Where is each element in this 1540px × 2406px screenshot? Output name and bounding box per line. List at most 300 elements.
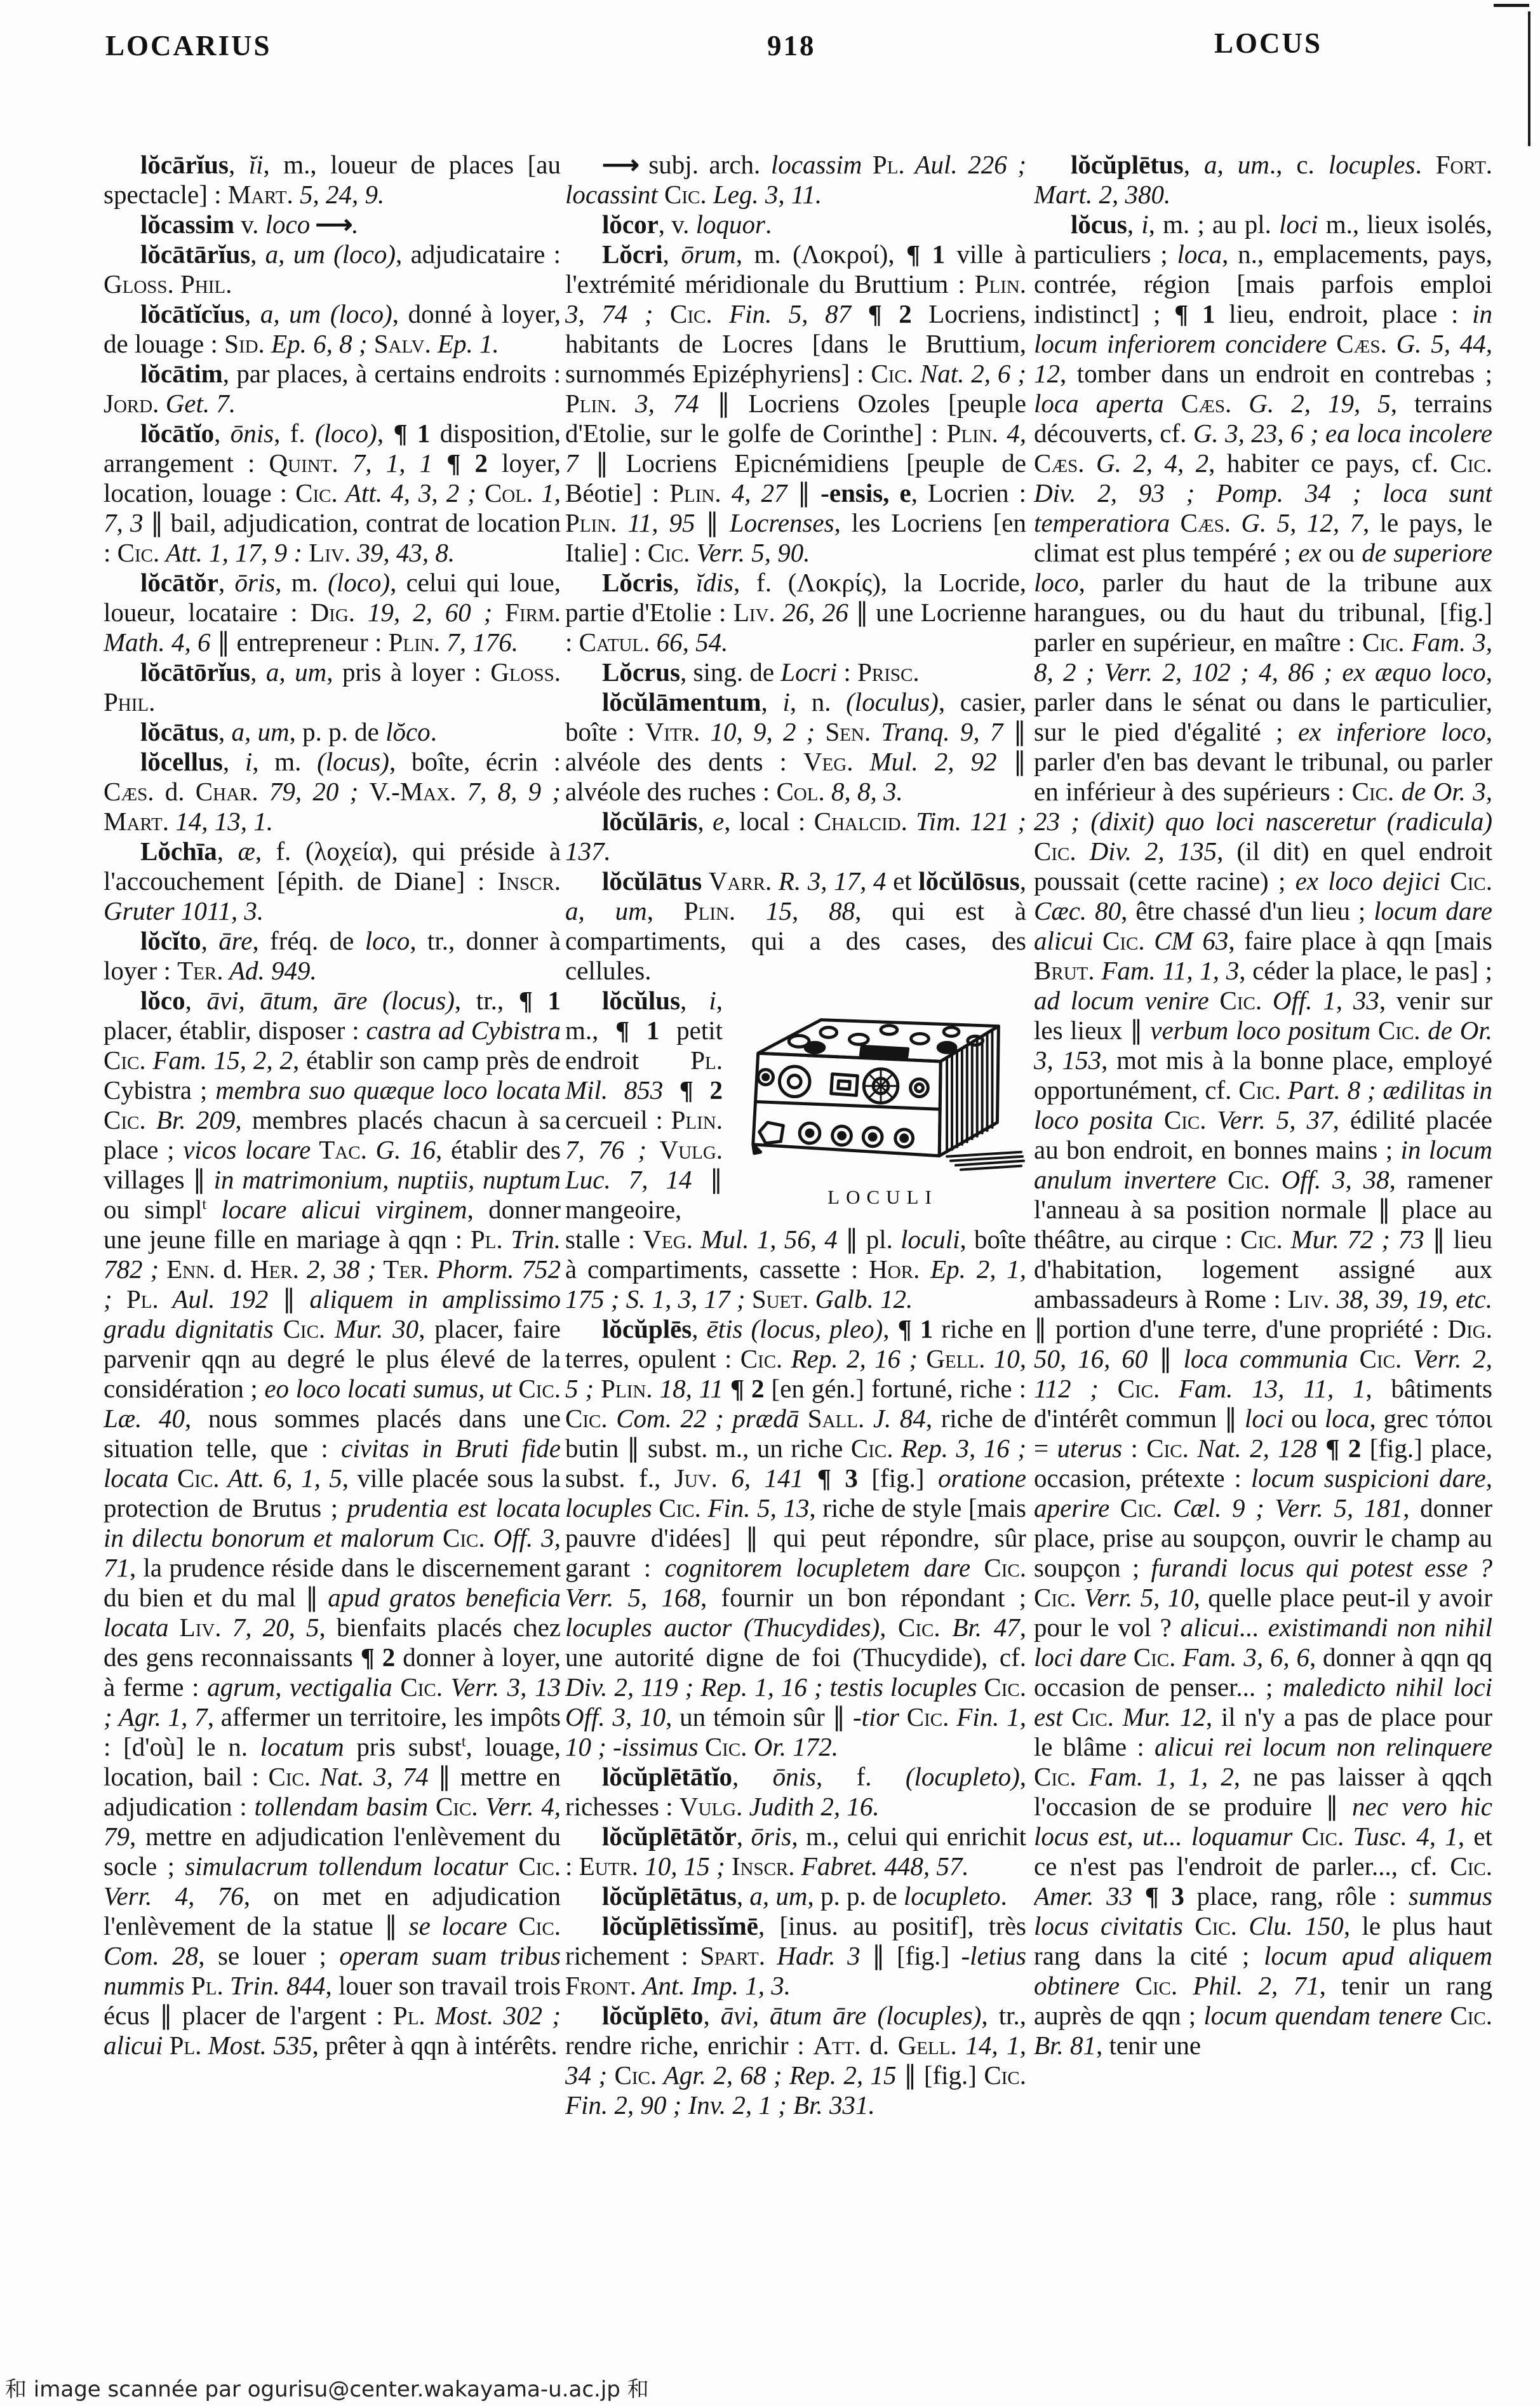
entry-text-segment: , — [214, 419, 231, 448]
entry-text-segment: Cic. — [886, 1613, 941, 1642]
entry-text-segment: Br. 81 — [1034, 2031, 1096, 2060]
entry-text-segment: Cic. — [1450, 448, 1492, 478]
entry-text-segment: , — [250, 239, 265, 269]
entry-text-segment: ædilitas in loco posita — [1034, 1075, 1492, 1134]
entry-text-segment: Off. 1, 33 — [1262, 986, 1379, 1015]
entry-text-segment: , qui est à compartiments, qui a des cases, des cellules. — [565, 896, 1026, 985]
entry-text-segment: , f. (Λοκρίς), la Locride, partie d'Etolie : — [565, 568, 1026, 627]
entry-text-segment: loci — [1244, 1404, 1284, 1433]
entry-text-segment: , parler d'en bas devant le tribunal, ou parler en inférieur à des supérieurs : — [1034, 717, 1492, 806]
entry-text-segment: Liv. — [168, 1613, 222, 1642]
entry-text-segment: . — [430, 717, 437, 746]
entry-text-segment: Cic. — [1240, 1225, 1283, 1254]
entry-text-segment: 14, 13, 1. — [168, 807, 273, 836]
entry-text-segment: Pl. — [112, 1284, 159, 1314]
entry-text-segment: ¶ 1 — [906, 239, 946, 269]
entry-text-segment: 10, 5 ; — [565, 1344, 1026, 1403]
entry-text-segment: Cic. — [647, 538, 690, 567]
entry-text-segment: Cic. — [1034, 1583, 1076, 1612]
entry-text-segment: d. — [154, 777, 196, 806]
entry-text-segment: G. 16 — [366, 1135, 436, 1164]
entry-text-segment: a, um (loco) — [265, 239, 396, 269]
entry-text-segment: Varr. — [708, 866, 772, 896]
entry-text-segment: Clu. 150 — [1236, 1911, 1344, 1940]
entry-text-segment: , bienfaits placés chez des gens reconnaissants — [104, 1613, 561, 1672]
entry-text-segment: vicos locare — [183, 1135, 311, 1164]
entry-text-segment: Cic. — [977, 1672, 1026, 1702]
entry-text-segment: Hor. — [869, 1254, 920, 1284]
entry-text-segment: ōris — [234, 568, 276, 597]
entry-text-segment: de Or. 3, 23 ; — [1034, 777, 1492, 836]
entry-text-segment: , venir sur les lieux ∥ — [1034, 986, 1492, 1045]
entry-text-segment: , se louer ; — [198, 1941, 340, 1970]
entry-text-segment: ∥ — [1148, 1344, 1184, 1373]
entry-text-segment: Cic. — [1238, 1075, 1281, 1105]
entry-text-segment: Cic. — [1034, 837, 1076, 866]
entry-text-segment: Chalcid. — [814, 807, 907, 836]
entry-text-segment: : — [1122, 1434, 1147, 1463]
entry-text-segment: , ville placée sous la protection de Brutus ; — [104, 1463, 561, 1522]
entry-text-segment: Mart. 2, 380. — [1034, 180, 1171, 209]
entry-text-segment: Cic. — [1034, 1762, 1076, 1791]
entry-text-segment: Plin. — [683, 896, 736, 925]
entry-text-segment: ∥ — [268, 1284, 310, 1314]
entry-text-segment: Cic. — [698, 1732, 747, 1761]
entry-text-segment: , les Locriens [en Italie] : — [565, 508, 1026, 567]
entry-text-segment: Div. 2, 135 — [1076, 837, 1217, 866]
entry-text-segment: ¶ 1 — [897, 1314, 934, 1343]
entry-text-segment: Cic. — [1362, 628, 1405, 657]
entry-text-segment: lŏcŭlātus — [602, 866, 702, 896]
entry-text-segment: Brut. — [1034, 956, 1095, 985]
entry-text-segment: Pl. — [163, 2031, 202, 2060]
entry-text-segment — [724, 1404, 733, 1433]
entry-text-segment: (locupleto) — [905, 1762, 1020, 1791]
entry-text-segment: ., c. — [1269, 150, 1329, 179]
entry-text-segment: lŏcellus — [140, 747, 223, 776]
entry-text-segment: Front. — [565, 1971, 636, 2000]
entry-text-segment: [en gén.] fortuné, riche : — [764, 1374, 1026, 1403]
entry-text-segment: , — [218, 717, 232, 746]
dictionary-entry — [565, 210, 1026, 239]
entry-text-segment: de superiore loco — [1034, 538, 1492, 597]
entry-text-segment: loco — [265, 210, 311, 239]
entry-text-segment: Dig. — [1447, 1314, 1492, 1343]
entry-text-segment: Pl. — [392, 2001, 425, 2030]
loculi-box-engraving-icon — [739, 993, 1026, 1177]
entry-text-segment: Verr. 5, 10 — [1076, 1583, 1194, 1612]
dictionary-entry — [565, 657, 1026, 687]
entry-text-segment: , habiter ce pays, cf. — [1209, 448, 1450, 478]
entry-text-segment: Vulg. — [679, 1792, 743, 1821]
entry-text-segment — [1332, 657, 1342, 687]
entry-text-segment: , riche de style [mais pauvre d'idées] ∥ qui peut répondre, sûr garant : — [565, 1493, 1026, 1582]
entry-text-segment: loca aperta — [1034, 389, 1164, 418]
entry-text-segment: locum apud aliquem obtinere — [1034, 1941, 1492, 2000]
entry-text-segment: Ant. Imp. 1, 3. — [636, 1971, 791, 2000]
entry-text-segment: Nat. 2, 128 — [1188, 1434, 1317, 1463]
entry-text-segment: Phorm. 752 ; — [104, 1254, 561, 1314]
entry-text-segment: , richesses : — [565, 1762, 1026, 1821]
entry-text-segment: , m. — [275, 568, 328, 597]
entry-text-segment: , — [250, 657, 266, 687]
entry-text-segment: Cic. — [653, 299, 713, 328]
entry-text-segment: , bâtiments d'intérêt commun ∥ — [1034, 1374, 1492, 1433]
entry-text-segment: , le plus haut rang dans la cité ; — [1034, 1911, 1492, 1970]
entry-text-segment: , fournir un bon répondant ; — [700, 1583, 1026, 1612]
entry-text-segment: locupleto — [903, 1881, 1001, 1911]
entry-text-segment: Pl. — [184, 1971, 224, 2000]
entry-text-segment: Cæc. 80 — [1034, 896, 1122, 925]
entry-text-segment: , céder la place, le pas] ; — [1239, 956, 1492, 985]
entry-text-segment: , local : — [724, 807, 814, 836]
entry-text-segment: ∥ pl. — [837, 1225, 901, 1254]
entry-text-segment: Prisc. — [857, 657, 920, 687]
entry-text-segment: Pl. — [690, 1045, 723, 1075]
entry-text-segment: , il n'y a pas de place pour le blâme : — [1034, 1702, 1492, 1761]
entry-text-segment: Lŏcri — [602, 239, 663, 269]
entry-text-segment: Cic. — [1120, 1971, 1178, 2000]
entry-text-segment: āre — [218, 926, 253, 955]
entry-text-segment: Liv. — [1287, 1284, 1330, 1314]
entry-text-segment: ex inferiore loco — [1297, 717, 1486, 746]
entry-text-segment: Mul. 2, 92 — [853, 747, 997, 776]
entry-text-segment: 66, 54. — [650, 628, 728, 657]
entry-text-segment: locassim — [770, 150, 862, 179]
entry-text-segment: Att. — [813, 2031, 861, 2060]
entry-text-segment: ex æquo loco — [1342, 657, 1486, 687]
scan-artifact-tick — [1494, 4, 1529, 7]
entry-text-segment: Her. — [250, 1254, 299, 1284]
entry-text-segment: , f. — [815, 1762, 906, 1791]
loculi-caption: LOCULI — [827, 1186, 938, 1209]
entry-text-segment: , — [228, 150, 249, 179]
entry-text-segment: t — [461, 1733, 466, 1751]
entry-text-segment: a, um — [265, 657, 327, 687]
entry-text-segment: Cæs. — [1170, 508, 1231, 537]
entry-text-segment: oratione locuples — [565, 1463, 1026, 1522]
entry-text-segment: Aul. 192 — [158, 1284, 269, 1314]
entry-text-segment: , f. — [274, 419, 315, 448]
entry-text-segment: t — [202, 1196, 207, 1213]
entry-text-segment: 2, 38 ; — [298, 1254, 377, 1284]
entry-text-segment: ∥ — [695, 508, 730, 537]
entry-text-segment: m., lieux isolés, particuliers ; — [1034, 210, 1492, 269]
entry-text-segment: Inscr. — [497, 866, 561, 896]
entry-text-segment: , boîte à compartiments, cassette : — [565, 1225, 1026, 1284]
entry-text-segment: Gloss. Phil. — [104, 269, 232, 299]
entry-text-segment: membra suo quæque loco locata — [215, 1075, 561, 1105]
entry-text-segment: disposition, arrangement : — [104, 419, 561, 478]
entry-text-segment: 7, 76 ; — [565, 1135, 646, 1164]
entry-text-segment: Liv. — [302, 538, 351, 567]
entry-text-segment — [1080, 807, 1090, 836]
entry-text-segment: ¶ 1 — [393, 419, 431, 448]
entry-text-segment: ∥ Locriens Ozoles [peuple d'Etolie, sur le golfe de Corinthe] : — [565, 389, 1026, 448]
entry-text-segment: ∥ mangeoire, stalle : — [565, 1165, 723, 1254]
entry-text-segment: Ep. 1. — [431, 329, 499, 358]
entry-text-segment: , donner à qqn qq occasion de penser... ; — [1034, 1643, 1492, 1702]
entry-text-segment: ¶ 2 — [1316, 1434, 1362, 1463]
entry-text-segment: āvi, ātum, āre (locus) — [206, 986, 455, 1015]
entry-text-segment: , sing. de — [680, 657, 781, 687]
entry-text-segment: Cic. — [1146, 1434, 1189, 1463]
entry-text-segment: , être chassé d'un lieu ; — [1121, 896, 1374, 925]
entry-text-segment: Most. 302 ; — [425, 2001, 561, 2030]
entry-text-segment: ∥ [fig.] — [896, 2060, 984, 2090]
entry-text-segment: ¶ 2 — [723, 1374, 765, 1403]
entry-text-segment: Vulg. — [646, 1135, 723, 1164]
entry-text-segment: (loco) — [328, 568, 391, 597]
entry-text-segment: , la prudence réside dans le discernement du bien et du mal ∥ — [104, 1553, 561, 1612]
entry-text-segment: ōris — [751, 1822, 792, 1851]
entry-text-segment: Spart. — [700, 1941, 765, 1970]
entry-text-segment: Plin. — [671, 1105, 723, 1134]
entry-text-segment: e — [712, 807, 725, 836]
entry-text-segment: i — [244, 747, 253, 776]
header-guide-word-right: LOCUS — [1214, 27, 1323, 59]
entry-text-segment: Mart. — [104, 807, 169, 836]
entry-text-segment: , louage, location, bail : — [104, 1732, 561, 1791]
entry-text-segment: Locri — [780, 657, 838, 687]
entry-text-segment: 4, 7 — [565, 419, 1026, 478]
entry-text-segment: riche en terres, opulent : — [565, 1314, 1026, 1373]
entry-text-segment: Fam. 15, 2, 2 — [145, 1045, 293, 1075]
entry-text-segment: , celui qui loue, loueur, locataire : — [104, 568, 561, 627]
entry-text-segment: ∥ bail, adjudication, contrat de location : — [104, 508, 561, 567]
entry-text-segment: a, um — [231, 717, 290, 746]
entry-text-segment: Galb. 12. — [808, 1284, 913, 1314]
dictionary-entry — [1034, 210, 1492, 2060]
entry-text-segment: Br. 209 — [145, 1105, 236, 1134]
entry-text-segment: Cic. — [1098, 1374, 1160, 1403]
entry-text-segment: Agr. 2, 68 ; Rep. 2, 15 — [657, 2060, 897, 2090]
entry-text-segment: lŏcŭplētātĭo — [602, 1762, 732, 1791]
entry-text-segment: lŏcātĭcĭus — [140, 299, 244, 328]
entry-text-segment: , pris à loyer : — [326, 657, 491, 687]
entry-text-segment: Veg. — [643, 1225, 693, 1254]
entry-text-segment: Off. 3, 10 — [565, 1702, 666, 1731]
entry-text-segment: Math. 4, 6 — [104, 628, 211, 657]
entry-text-segment: ∥ alvéole des dents : — [565, 717, 1026, 776]
entry-text-segment: Cic. — [740, 1344, 783, 1373]
entry-text-segment: , édilité placée au bon endroit, en bonnes mains ; — [1034, 1105, 1492, 1164]
entry-text-segment: , nous sommes placés dans une situation telle, que : — [104, 1404, 561, 1463]
entry-text-segment: Ad. 949. — [223, 956, 317, 985]
entry-text-segment: Cic. — [104, 1105, 146, 1134]
entry-text-segment: lŏcŭlāmentum — [602, 687, 761, 716]
entry-text-segment: locum dare alicui — [1034, 896, 1492, 955]
entry-text-segment: aliquem in amplissimo gradu dignitatis — [104, 1284, 561, 1343]
entry-text-segment: , m. (Λοκροί), — [735, 239, 907, 269]
entry-text-segment: , — [217, 837, 238, 866]
entry-text-segment: Br. 47 — [940, 1613, 1020, 1642]
entry-text-segment: , — [1183, 150, 1204, 179]
entry-text-segment: -ensis, e — [820, 478, 911, 507]
scan-credit: 和 image scannée par ogurisu@center.wakayama-u.ac.jp 和 — [5, 2377, 649, 2402]
entry-text-segment: , n., emplacements, pays, contrée, région [mais parfois emploi indistinct] ; — [1034, 239, 1492, 328]
entry-text-segment: , p. p. de — [807, 1881, 904, 1911]
entry-text-segment: Cic. — [1450, 1852, 1492, 1881]
entry-text-segment: . — [1415, 150, 1436, 179]
entry-text-segment: a, um (loco) — [260, 299, 392, 328]
entry-text-segment: prædā — [732, 1404, 800, 1433]
entry-text-segment: Verr. 4, 79 — [104, 1792, 561, 1851]
entry-text-segment: Locrenses — [729, 508, 834, 537]
entry-text-segment: Lŏchīa — [140, 837, 217, 866]
entry-text-segment: verbum loco positum — [1150, 1016, 1371, 1045]
entry-text-segment: , — [732, 1762, 773, 1791]
entry-text-segment: , prêter à qqn à intérêts. — [312, 2031, 558, 2060]
entry-text-segment: Cic. — [1182, 1911, 1237, 1940]
entry-text-segment: locum quendam tenere — [1203, 2001, 1443, 2030]
entry-text-segment: G. 2, 4, 2 — [1084, 448, 1209, 478]
entry-text-segment: Cæs. — [104, 777, 154, 806]
entry-text-segment: Juv. — [674, 1463, 718, 1493]
entry-text-segment — [1319, 419, 1325, 448]
entry-text-segment: 7, 20, 5 — [221, 1613, 319, 1642]
entry-text-segment: a, um — [749, 1881, 808, 1911]
entry-text-segment: G. 2, 19, 5 — [1231, 389, 1391, 418]
entry-text-segment: lŏcĭto — [140, 926, 201, 955]
entry-text-segment: lŏcātārĭus — [140, 239, 251, 269]
dictionary-entry — [104, 926, 561, 986]
entry-text-segment: Jord. — [104, 389, 159, 418]
entry-text-segment: lŏcassim — [140, 210, 235, 239]
entry-text-segment: lŏcŭlus — [602, 986, 681, 1015]
entry-text-segment: , m. — [252, 747, 318, 776]
entry-text-segment: loyer, location, louage : — [104, 448, 561, 507]
entry-text-segment: ōnis — [772, 1762, 816, 1791]
entry-text-segment: Plin. — [594, 1374, 653, 1403]
entry-text-segment: lŏcŭplēs — [602, 1314, 692, 1343]
entry-text-segment: Sall. — [799, 1404, 865, 1433]
entry-text-segment: etc. — [1455, 1284, 1492, 1314]
entry-text-segment: , — [646, 896, 684, 925]
entry-text-segment: Quint. — [269, 448, 338, 478]
entry-text-segment: Inscr. — [725, 1852, 795, 1881]
entry-text-segment: -issimus — [613, 1732, 699, 1761]
entry-text-segment: , quelle place peut-il y avoir pour le vol ? — [1034, 1583, 1492, 1642]
entry-text-segment: loca communia — [1183, 1344, 1348, 1373]
entry-text-segment: Cic. — [657, 180, 707, 209]
entry-text-segment: , par places, à certains endroits : — [222, 359, 561, 388]
entry-text-segment: Mur. 12 — [1113, 1702, 1206, 1731]
entry-text-segment: Get. 7. — [159, 389, 236, 418]
entry-text-segment: ∥ une Locrienne : — [565, 598, 1026, 657]
entry-text-segment: Verr. 5, 168 — [565, 1583, 700, 1612]
entry-text-segment: lŏcus — [1071, 210, 1127, 239]
entry-text-segment: Plin. — [946, 419, 998, 448]
entry-text-segment: Fort. — [1435, 150, 1492, 179]
entry-text-segment: Div. 2, 93 ; Pomp. 34 ; — [1034, 478, 1362, 507]
entry-text-segment: Mil. 853 — [565, 1075, 664, 1105]
entry-text-segment: 18, 11 — [652, 1374, 723, 1403]
entry-text-segment: -tior — [853, 1702, 899, 1731]
entry-text-segment: Mart. — [227, 180, 293, 209]
entry-text-segment: Cic. — [652, 1493, 701, 1522]
entry-text-segment: R. 3, 17, 4 — [772, 866, 887, 896]
entry-text-segment: lŏco — [140, 986, 185, 1015]
entry-text-segment: , — [1019, 866, 1026, 896]
entry-text-segment: Cic. — [295, 478, 338, 507]
entry-text-segment: , riche de butin ∥ subst. m., un riche — [565, 1404, 1026, 1463]
entry-text-segment: Locriens, habitants de Locres [dans le Bruttium, surnommés Epizéphyriens] : — [565, 299, 1026, 388]
entry-text-segment: ∥ lieu d'habitation, logement assigné aux ambassadeurs à Rome : — [1034, 1225, 1492, 1314]
entry-text-segment: et — [886, 866, 919, 896]
entry-text-segment: Part. 8 ; — [1280, 1075, 1376, 1105]
entry-text-segment: Verr. 5, 37 — [1206, 1105, 1333, 1134]
entry-text-segment: locuples auctor (Thucydides), — [565, 1613, 887, 1642]
entry-text-segment: Pl. — [862, 150, 905, 179]
entry-text-segment: Div. 2, 119 ; Rep. 1, 16 ; — [565, 1672, 823, 1702]
entry-text-segment: , — [201, 926, 219, 955]
entry-text-segment: lŏcŭplētātŏr — [602, 1822, 737, 1851]
entry-text-segment: Trin. 844 — [223, 1971, 326, 2000]
entry-text-segment: , (il dit) en quel endroit poussait (cette racine) ; — [1034, 837, 1492, 896]
entry-text-segment: subst. f., — [565, 1463, 674, 1493]
dictionary-entry — [565, 2001, 1026, 2120]
entry-text-segment: Cic. — [850, 1434, 894, 1463]
entry-text-segment: Vitr. — [645, 717, 700, 746]
entry-text-segment: Cic. — [899, 1702, 949, 1731]
entry-text-segment: locare alicui virginem — [221, 1195, 467, 1224]
entry-text-segment: Sen. — [815, 717, 871, 746]
entry-text-segment: , m., celui qui enrichit : — [565, 1822, 1026, 1881]
entry-text-segment: , p. p. de — [289, 717, 386, 746]
entry-text-segment: , n. — [789, 687, 847, 716]
entry-text-segment: Gell. — [918, 1344, 986, 1373]
entry-text-segment: Fin. 1, 10 ; — [565, 1702, 1026, 1761]
entry-text-segment: ∥ portion d'une terre, d'une propriété : — [1034, 1314, 1448, 1343]
entry-text-segment: Cic. — [273, 1314, 326, 1343]
entry-text-segment: , — [883, 1314, 898, 1343]
entry-text-segment: , un témoin sûr ∥ — [666, 1702, 854, 1731]
entry-text-segment: , f. (λοχεία), qui préside à l'accouchement [épith. de Diane] : — [104, 837, 561, 896]
entry-text-segment: (locus) — [317, 747, 389, 776]
entry-text-segment: Lŏcrus — [602, 657, 680, 687]
entry-text-segment: Off. 3, 71 — [104, 1523, 561, 1582]
entry-text-segment: -letius — [961, 1941, 1026, 1970]
entry-text-segment: Sid. — [224, 329, 265, 358]
entry-text-segment: ex — [1298, 538, 1322, 567]
entry-text-segment: agrum, vectigalia — [207, 1672, 392, 1702]
entry-text-segment: , faire place à qqn [mais — [1228, 926, 1492, 955]
entry-text-segment: 38, 39, 19, — [1329, 1284, 1449, 1314]
entry-text-segment: . — [1000, 1881, 1007, 1911]
entry-text-segment: lŏcŭplēto — [602, 2001, 704, 2030]
entry-text-segment: summus locus civitatis — [1034, 1881, 1492, 1940]
entry-text-segment: , Locrien : — [911, 478, 1026, 507]
dictionary-entry — [565, 1314, 1026, 1762]
entry-text-segment: Cic. — [1442, 2001, 1492, 2030]
dictionary-entry — [565, 150, 1026, 210]
entry-text-segment: ∥ entrepreneur : — [210, 628, 389, 657]
entry-text-segment: tollendam basim — [254, 1792, 429, 1821]
entry-text-segment: lŏcātus — [140, 717, 218, 746]
entry-text-segment: maledicto nihil loci est — [1034, 1672, 1492, 1731]
entry-text-segment: ¶ 1 — [518, 986, 561, 1015]
entry-text-segment: Lŏcris — [602, 568, 673, 597]
entry-text-segment: Judith 2, 16. — [742, 1792, 880, 1821]
dictionary-entry — [104, 299, 561, 359]
entry-text-segment: Mur. 30 — [325, 1314, 419, 1343]
entry-text-segment: Cic. — [511, 1374, 561, 1403]
entry-text-segment: , mettre en adjudication l'enlèvement du socle ; — [104, 1822, 561, 1881]
entry-text-segment: Cæs. — [1327, 329, 1387, 358]
entry-text-segment: Com. 28 — [104, 1941, 199, 1970]
entry-text-segment: nec vero hic locus est, ut... loquamur — [1034, 1792, 1492, 1851]
